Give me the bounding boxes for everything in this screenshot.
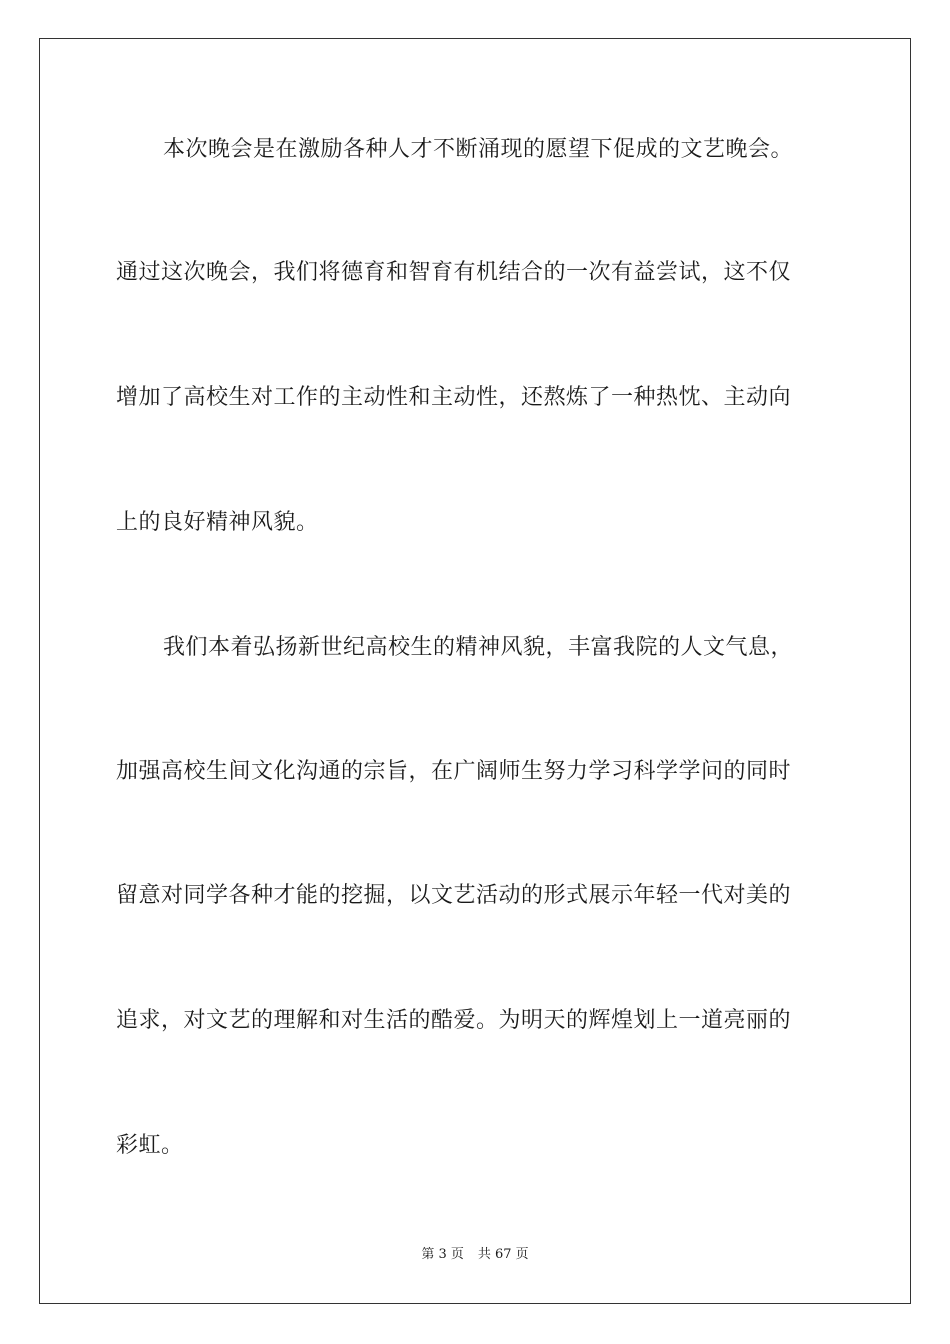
paragraph-2-line-4: 追求，对文艺的理解和对生活的酷爱。为明天的辉煌划上一道亮丽的 xyxy=(116,1008,792,1033)
paragraph-2-line-2: 加强高校生间文化沟通的宗旨，在广阔师生努力学习科学学问的同时 xyxy=(116,759,792,784)
paragraph-2-line-1: 我们本着弘扬新世纪高校生的精神风貌，丰富我院的人文气息， xyxy=(163,635,794,660)
paragraph-1-line-3: 增加了高校生对工作的主动性和主动性，还熬炼了一种热忱、主动向 xyxy=(116,385,792,410)
paragraph-1-line-4: 上的良好精神风貌。 xyxy=(116,510,319,535)
paragraph-1-line-2: 通过这次晚会，我们将德育和智育有机结合的一次有益尝试，这不仅 xyxy=(116,260,792,285)
paragraph-2-line-3: 留意对同学各种才能的挖掘，以文艺活动的形式展示年轻一代对美的 xyxy=(116,883,792,908)
paragraph-1-line-1: 本次晚会是在激励各种人才不断涌现的愿望下促成的文艺晚会。 xyxy=(163,137,794,162)
paragraph-2-line-5: 彩虹。 xyxy=(116,1133,184,1158)
page-border xyxy=(39,38,911,1304)
page-footer xyxy=(0,1245,950,1265)
page-number: 第 3 页 xyxy=(421,1247,464,1262)
total-pages: 共 67 页 xyxy=(477,1247,529,1262)
